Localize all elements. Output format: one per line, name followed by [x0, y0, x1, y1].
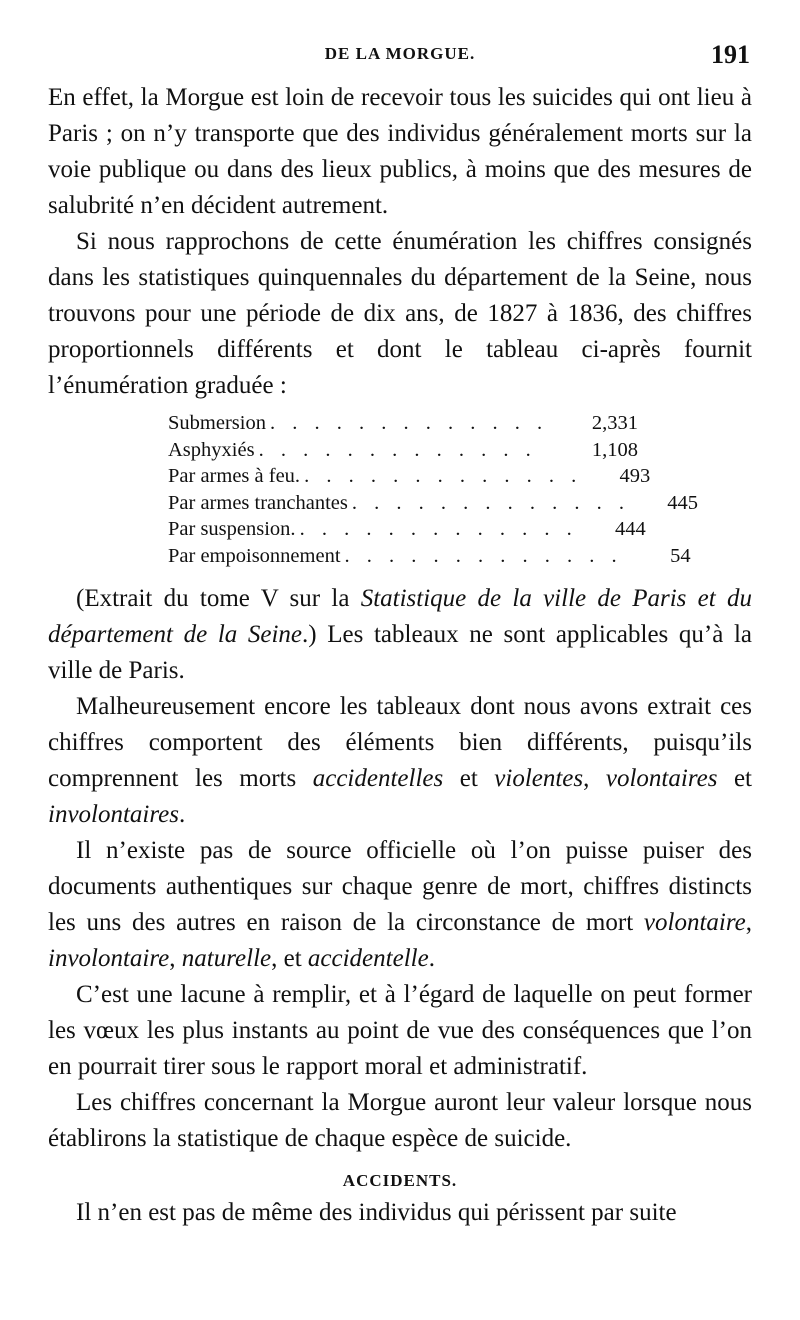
table-row-label: Asphyxiés — [168, 438, 255, 461]
paragraph-no-official-source — [48, 833, 752, 977]
term-volontaires: volontaires — [605, 765, 718, 792]
table-row — [168, 463, 651, 490]
paragraph-gap-to-fill: C’est une lacune à remplir, et à l’égard de laquelle on peut former les vœux les plus instants au point de vue des conséquences que l’on en pourrait tirer sous le rapport moral et administratif. — [48, 981, 752, 1080]
term-naturelle: naturelle — [181, 945, 272, 972]
paragraph-source-note — [48, 581, 752, 689]
source-title: Statistique de la ville de Paris et du département de la Seine — [48, 585, 752, 648]
table-row-label: Par empoisonnement — [168, 544, 341, 567]
table-row-label: Submersion — [168, 412, 266, 434]
leader-dots: . . . . . . . . . . . . . — [304, 465, 583, 487]
table-row-label: Par armes tranchantes — [168, 491, 348, 514]
section-heading: ACCIDENTS. — [342, 1171, 458, 1190]
term-accidentelle: accidentelle — [307, 945, 429, 972]
paragraph-statistics-intro: Si nous rapprochons de cette énumération les chiffres consignés dans les statistiques quinquennales du département de la Seine, nous trouvons pour une période de dix ans, de 1827 à 1836, des chiffres proportionnels différents et dont le tableau ci-après fournit l’énumération graduée : — [48, 228, 752, 399]
term-involontaires: involontaires — [48, 801, 180, 828]
period: . — [179, 801, 186, 828]
table-row — [168, 490, 698, 517]
separator: , — [583, 765, 606, 792]
table-row — [168, 437, 638, 464]
paragraph-morgue-figures: Les chiffres concernant la Morgue auront leur valeur lorsque nous établirons la statistique de chaque espèce de suicide. — [48, 1089, 752, 1152]
leader-dots: . . . . . . . . . . . . . — [344, 544, 623, 567]
source-note-open: (Extrait du tome V sur la — [76, 585, 361, 612]
source-note-rest: .) Les tableaux ne sont applicables qu’à la ville de Paris. — [48, 621, 752, 684]
period: . — [428, 945, 435, 972]
term-volontaire: volontaire — [643, 909, 746, 936]
caveat-text: Malheureusement encore les tableaux dont nous avons extrait ces chiffres comportent des éléments bien différents, puisqu’ils comprennent les morts — [48, 693, 752, 792]
leader-dots: . . . . . . . . . . . . . — [269, 412, 549, 434]
separator: , — [169, 945, 182, 972]
separator: , — [745, 909, 752, 936]
separator: , et — [271, 945, 308, 972]
leader-dots: . . . . . . . . . . . . . — [351, 491, 630, 514]
leader-dots: . . . . . . . . . . . . . — [258, 438, 537, 461]
table-row — [168, 516, 646, 543]
table-row-value: 444 — [614, 518, 646, 540]
term-accidentelles: accidentelles — [312, 765, 444, 792]
paragraph-tables-caveat — [48, 689, 752, 833]
leader-dots: . . . . . . . . . . . . . — [299, 518, 578, 540]
conjunction: et — [717, 765, 752, 792]
table-row-label: Par armes à feu. — [168, 465, 301, 487]
term-violentes: violentes — [494, 765, 584, 792]
paragraph-morgue-suicides: En effet, la Morgue est loin de recevoir tous les suicides qui ont lieu à Paris ; on n’y transporte que des individus généralement morts sur la voie publique ou dans des lieux publics, à moins que des mesures de salubrité n’en décident autrement. — [48, 84, 752, 219]
suicide-methods-table — [168, 410, 698, 569]
table-row-value: 445 — [667, 491, 698, 514]
running-head — [48, 40, 752, 74]
conjunction: et — [443, 765, 495, 792]
paragraph-accidents: Il n’en est pas de même des individus qui périssent par suite — [76, 1199, 677, 1226]
table-row-value: 493 — [619, 465, 651, 487]
term-involontaire: involontaire — [48, 945, 170, 972]
table-row-value: 2,331 — [591, 412, 638, 434]
source-text: Il n’existe pas de source officielle où l’on puisse puiser des documents authentiques sur chaque genre de mort, chiffres distincts les uns des autres en raison de la circonstance de mort — [48, 837, 752, 936]
page-number: 191 — [711, 40, 750, 69]
table-row-value: 1,108 — [591, 438, 638, 461]
running-title: DE LA MORGUE. — [324, 44, 476, 63]
table-row — [168, 410, 638, 437]
table-row — [168, 543, 691, 570]
table-row-value: 54 — [670, 544, 691, 567]
table-row-label: Par suspension. — [168, 518, 296, 540]
